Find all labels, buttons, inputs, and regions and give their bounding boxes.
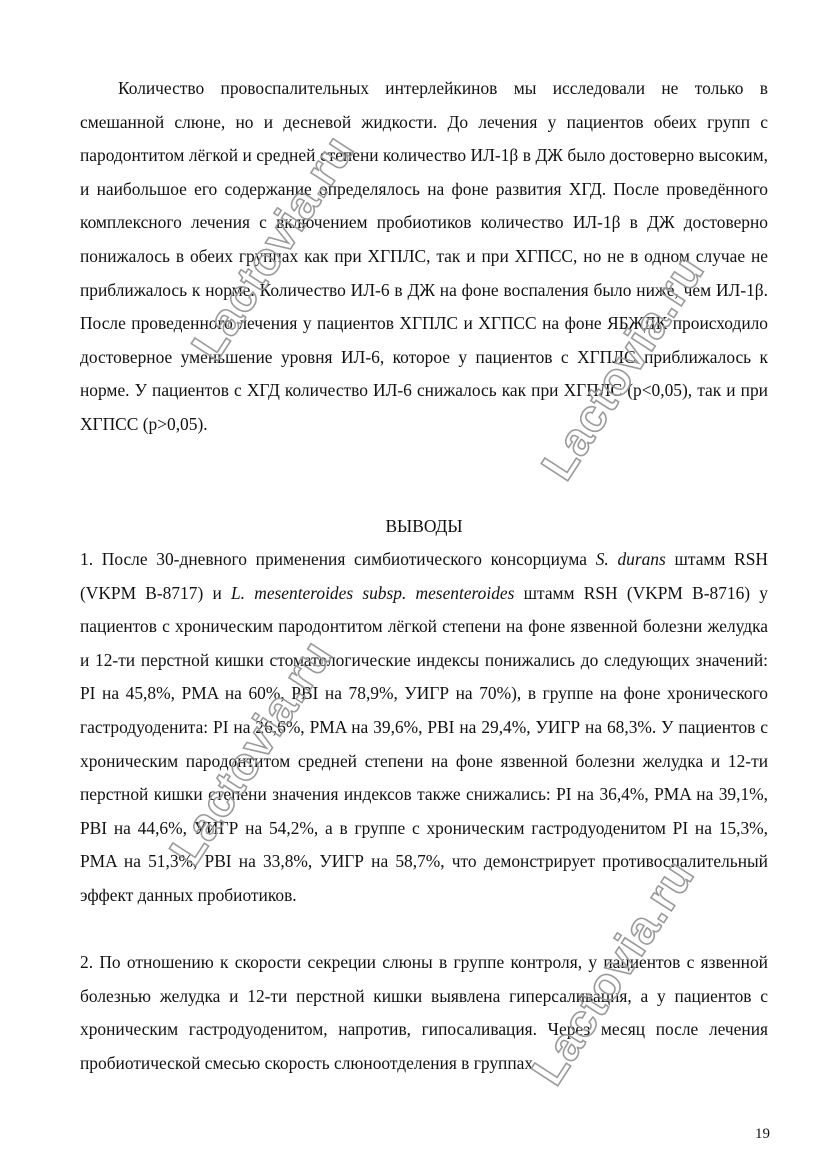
watermark-text: Lactovia.ru (520, 850, 705, 1094)
page-number: 19 (755, 1126, 770, 1142)
species-name-l-mesenteroides: L. mesenteroides subsp. mesenteroides (231, 582, 515, 603)
conclusion-item-1 (80, 543, 768, 913)
conclusion-item-2: 2. По отношению к скорости секреции слюны в группе контроля, у пациентов с язвенной болезнью желудка и 12-ти перстной кишки выявлена гиперсаливация, а у пациентов с хроническим гастродуоденитом, напротив, гипосаливация. Через месяц после лечения пробиотической смесью скорость слюноотделения в группах (80, 952, 768, 1073)
watermark-text: Lactovia.ru (530, 245, 715, 489)
conclusion-1-text-a: 1. После 30-дневного применения симбиотического консорциума (80, 549, 596, 569)
section-heading: ВЫВОДЫ (385, 516, 463, 536)
conclusion-1-text-b: штамм RSH (VKPM B-8717) и (80, 549, 768, 603)
paragraph-interleukins: Количество провоспалительных интерлейкинов мы исследовали не только в смешанной слюне, но и десневой жидкости. До лечения у пациентов обеих групп с пародонтитом лёгкой и средней степени количество ИЛ-1β в ДЖ было достоверно высоким, и наибольшое его содержание определялось на фоне развития ХГД. После проведённого комплексного лечения с включением пробиотиков количество ИЛ-1β в ДЖ достоверно понижалось в обеих группах как при ХГПЛС, так и при ХГПСС, но не в одном случае не приближалось к норме. Количество ИЛ-6 в ДЖ на фоне воспаления было ниже, чем ИЛ-1β. После проведенного лечения у пациентов ХГПЛС и ХГПСС на фоне ЯБЖДК происходило достоверное уменьшение уровня ИЛ-6, которое у пациентов с ХГПЛС приближалось к норме. У пациентов с ХГД количество ИЛ-6 снижалось как при ХГПЛС (p<0,05), так и при ХГПСС (p>0,05). (80, 78, 768, 434)
watermark-text: Lactovia.ru (158, 630, 343, 874)
watermark-text: Lactovia.ru (180, 125, 365, 369)
species-name-s-durans: S. durans (595, 549, 666, 569)
conclusion-1-text-c: штамм RSH (VKPM B-8716) у пациентов с хроническим пародонтитом лёгкой степени на фоне язвенной болезни желудка и 12-ти перстной кишки стоматологические индексы понижались до следующих значений: PI на 45,8%, PMA на 60%, PBI на 78,9%, УИГР на 70%), в группе на фоне хронического гастродуоденита: PI на 26,6%, PMA на 39,6%, PBI на 29,4%, УИГР на 68,3%. У пациентов с хроническим пародонтитом средней степени на фоне язвенной болезни желудка и 12-ти перстной кишки степени значения индексов также снижались: PI на 36,4%, PMA на 39,1%, PBI на 44,6%, УИГР на 54,2%, а в группе с хроническим гастродуоденитом PI на 15,3%, PMA на 51,3%, PBI на 33,8%, УИГР на 58,7%, что демонстрирует противоспалительный эффект данных пробиотиков. (80, 582, 769, 905)
